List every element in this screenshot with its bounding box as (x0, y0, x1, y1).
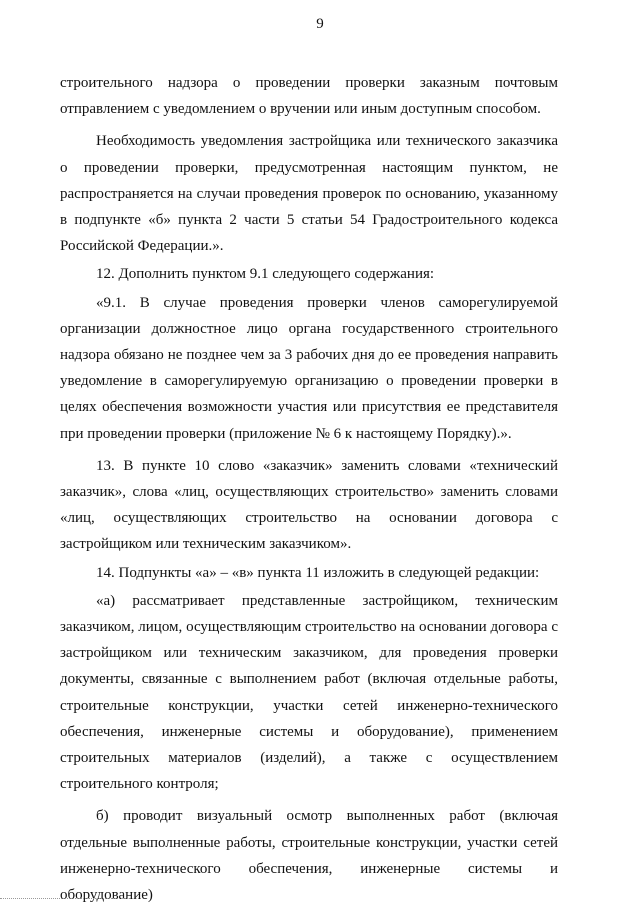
paragraph-subitem-a: «а) рассматривает представленные застройщиком, техническим заказчиком, лицом, осуществляющим строительство на основании договора с застройщиком или техническим заказчиком, для проведения проверки документы, связанные с выполнением работ (включая отдельные работы, строительные конструкции, участки сетей инженерно-технического обеспечения, инженерные системы и оборудование), применением строительных материалов (изделий), а также с осуществлением строительного контроля; (60, 592, 558, 793)
paragraph-continuation: строительного надзора о проведении проверки заказным почтовым отправлением с уведомлением о вручении или иным доступным способом. (60, 75, 558, 118)
paragraph-notification-exception: Необходимость уведомления застройщика или технического заказчика о проведении проверки, предусмотренная настоящим пунктом, не распространяется на случаи проведения проверок по основанию, указанному в подпункте «б» пункта 2 части 5 статьи 54 Градостроительного кодекса Российской Федерации.». (60, 133, 558, 255)
scan-edge-mark (0, 898, 130, 899)
document-body (60, 70, 558, 908)
paragraph-item-12: 12. Дополнить пунктом 9.1 следующего содержания: (96, 266, 435, 283)
paragraph-subitem-b: б) проводит визуальный осмотр выполненных работ (включая отдельные выполненные работы, строительные конструкции, участки сетей инженерно-технического обеспечения, инженерные системы и оборудование) (60, 808, 558, 904)
paragraph-item-9-1: «9.1. В случае проведения проверки членов саморегулируемой организации должностное лицо органа государственного строительного надзора обязано не позднее чем за 3 рабочих дня до ее проведения направить уведомление в саморегулируемую организацию о проведении проверки в целях обеспечения возможности участия или присутствия ее представителя при проведении проверки (приложение № 6 к настоящему Порядку).». (60, 294, 558, 442)
paragraph-item-13: 13. В пункте 10 слово «заказчик» заменить словами «технический заказчик», слова «лиц, осуществляющих строительство» заменить словами «лиц, осуществляющих строительство на основании договора с застройщиком или техническим заказчиком». (60, 457, 558, 553)
paragraph-item-14: 14. Подпункты «а» – «в» пункта 11 изложить в следующей редакции: (96, 564, 540, 581)
page-number: 9 (316, 16, 324, 32)
